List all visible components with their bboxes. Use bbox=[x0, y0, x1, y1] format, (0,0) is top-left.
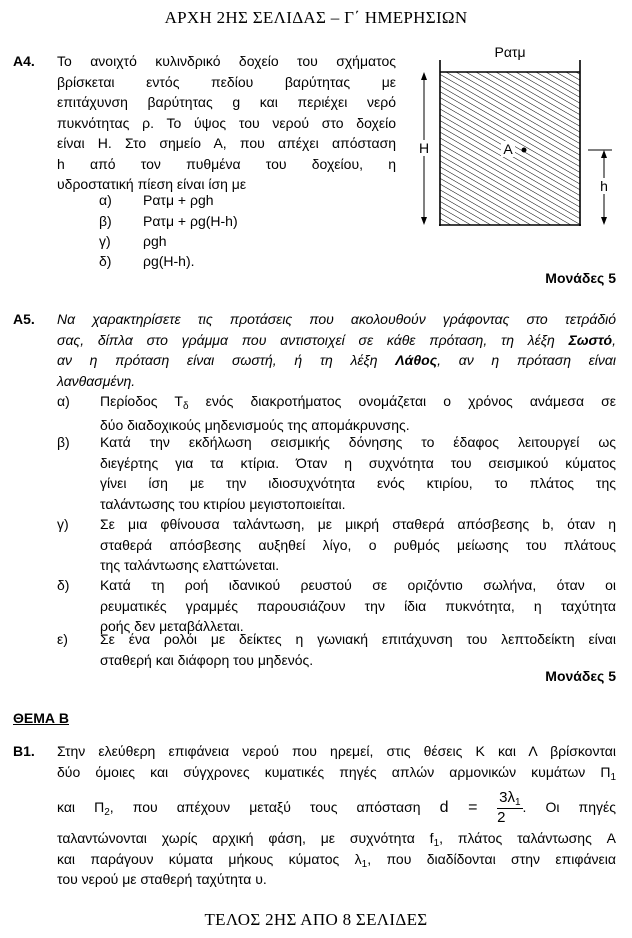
a5-item-line: Κατά τη ροή ιδανικού ρευστού σε οριζόντιο σωλήνα, όταν οι bbox=[100, 577, 616, 593]
a5-item-line bbox=[100, 391, 616, 415]
a4-line: βρίσκεται εντός πεδίου βαρύτητας με bbox=[57, 73, 396, 90]
page-header: ΑΡΧΗ 2ΗΣ ΣΕΛΙΔΑΣ – Γ΄ ΗΜΕΡΗΣΙΩΝ bbox=[164, 8, 468, 27]
h-label: h bbox=[600, 178, 608, 194]
arrow-head-icon bbox=[601, 150, 607, 158]
a5-item-line: ταλάντωσης του κτιρίου μεγιστοποιείται. bbox=[100, 495, 346, 512]
b1-subscript: 1 bbox=[361, 859, 368, 870]
a4-line: επιτάχυνση βαρύτητας g και περιέχει νερό bbox=[57, 94, 396, 110]
a5-intro-line bbox=[57, 350, 616, 371]
a5-item-line: Σε ένα ρολόι με δείκτες η γωνιακή επιτάχυνση του λεπτοδείκτη είναι bbox=[100, 631, 616, 647]
a5-item-line: διεγέρτης για τα κτίρια. Όταν η συχνότητα του σεισμικού κύματος bbox=[100, 454, 616, 471]
a5-item-d bbox=[100, 575, 616, 637]
a5-item-line: σταθερή και διάφορη του μηδενός. bbox=[100, 651, 314, 668]
period-subscript: δ bbox=[182, 401, 189, 412]
a5-item-e bbox=[100, 629, 616, 670]
a5-intro-text: αν η πρόταση είναι σωστή, ή τη λέξη bbox=[57, 352, 378, 368]
a5-item-letter: α) bbox=[57, 393, 70, 409]
question-a5-intro bbox=[57, 309, 616, 391]
a4-option-letter: δ) bbox=[99, 253, 112, 269]
formula-num-subscript: 1 bbox=[514, 797, 521, 809]
a4-option-text: ρgh bbox=[143, 233, 167, 249]
b1-line: Στην ελεύθερη επιφάνεια νερού που ηρεμεί, στις θέσεις Κ και Λ βρίσκονται bbox=[57, 743, 616, 759]
arrow-head-icon bbox=[421, 72, 427, 80]
a5-item-a bbox=[100, 391, 616, 435]
b1-text: δύο όμοιες και σύγχρονες κυματικές πηγές απλών αρμονικών κυμάτων Π bbox=[57, 764, 611, 780]
period-symbol: Τ bbox=[174, 393, 183, 409]
b1-subscript: 1 bbox=[433, 838, 440, 849]
a5-item-line: δύο διαδοχικούς μηδενισμούς της απομάκρυνσης. bbox=[100, 416, 410, 433]
page-footer: ΤΕΛΟΣ 2ΗΣ ΑΠΟ 8 ΣΕΛΙΔΕΣ bbox=[204, 910, 428, 929]
a5-item-line: ροής δεν μεταβάλλεται. bbox=[100, 618, 244, 634]
question-b1-label: Β1. bbox=[13, 743, 35, 759]
a5-item-b bbox=[100, 432, 616, 514]
question-a4-label: Α4. bbox=[13, 53, 35, 69]
a4-option-text: Pατμ + ρgh bbox=[143, 192, 214, 208]
b1-text: ταλαντώνονται χωρίς αρχική φάση, με συχνότητα f bbox=[57, 830, 434, 846]
theme-b-heading: ΘΕΜΑ Β bbox=[13, 710, 69, 726]
a5-item-line: Κατά την εκδήλωση σεισμικής δόνησης το έδαφος λειτουργεί ως bbox=[100, 434, 616, 450]
patm-label: Pατμ bbox=[494, 44, 526, 60]
a5-item-text: Περίοδος bbox=[100, 393, 158, 409]
b1-subscript: 1 bbox=[610, 772, 616, 783]
a5-item-letter: β) bbox=[57, 434, 70, 450]
container-figure bbox=[410, 40, 620, 232]
a5-item-letter: ε) bbox=[57, 631, 68, 647]
formula-numerator bbox=[497, 789, 522, 809]
a5-item-line: ρευματικές γραμμές παρουσιάζουν την ίδια πυκνότητα, η ταχύτητα bbox=[100, 597, 616, 614]
a4-option-letter: α) bbox=[99, 192, 112, 208]
b1-text: , πλάτος ταλάντωσης A bbox=[439, 830, 617, 846]
a5-item-line: γίνει ίση με την ιδιοσυχνότητα ενός κτιρίου, το πλάτος της bbox=[100, 475, 616, 491]
a5-marks: Μονάδες 5 bbox=[545, 668, 616, 684]
formula-denominator: 2 bbox=[497, 809, 506, 827]
arrow-head-icon bbox=[421, 217, 427, 225]
b1-text: και Π bbox=[57, 799, 105, 815]
b1-line: του νερού με σταθερή ταχύτητα υ. bbox=[57, 871, 267, 887]
a4-line: υδροστατική πίεση είναι ίση με bbox=[57, 176, 247, 192]
question-a5-label: Α5. bbox=[13, 311, 35, 327]
a5-item-line: σταθερά απόσβεσης αυξηθεί λίγο, ο ρυθμός μείωσης του πλάτους bbox=[100, 536, 616, 553]
b1-text: , που διαδίδονται στην επιφάνεια bbox=[367, 851, 616, 867]
b1-text: και παράγουν κύματα μήκους κύματος λ bbox=[57, 851, 362, 867]
a5-item-line: Σε μια φθίνουσα ταλάντωση, με μικρή σταθερά απόσβεσης b, όταν η bbox=[100, 516, 616, 532]
point-A-dot bbox=[522, 148, 527, 153]
word-wrong: Λάθος bbox=[395, 352, 438, 368]
a5-intro-tail: , αν η πρόταση είναι bbox=[437, 352, 617, 368]
b1-text: , που απέχουν μεταξύ τους απόσταση bbox=[109, 799, 421, 815]
a5-intro-text: σας, δίπλα στο γράμμα που αντιστοιχεί σε κάθε πρόταση, τη λέξη bbox=[57, 331, 555, 348]
formula-lhs: d = bbox=[439, 799, 478, 816]
a4-option-letter: γ) bbox=[99, 233, 111, 249]
a5-intro-line: λανθασμένη. bbox=[57, 372, 136, 389]
b1-subscript: 2 bbox=[104, 807, 110, 818]
H-label: H bbox=[418, 140, 430, 156]
a4-line: h από τον πυθμένα του δοχείου, η bbox=[57, 155, 396, 172]
a4-option-letter: β) bbox=[99, 213, 112, 229]
a4-line: πυκνότητας ρ. Το ύψος του νερού στο δοχείο bbox=[57, 114, 396, 131]
a5-item-c bbox=[100, 514, 616, 576]
word-correct: Σωστό bbox=[568, 331, 613, 348]
a4-option-text: Pατμ + ρg(H-h) bbox=[143, 213, 238, 229]
a5-intro-line: Να χαρακτηρίσετε τις προτάσεις που ακολουθούν γράφοντας στο τετράδιό bbox=[57, 311, 616, 327]
b1-formula-line bbox=[57, 787, 616, 830]
a4-marks: Μονάδες 5 bbox=[545, 270, 616, 286]
formula-num-text: 3λ bbox=[499, 789, 515, 807]
a5-item-line: της ταλάντωσης ελαττώνεται. bbox=[100, 557, 280, 573]
a5-intro-line: σας, δίπλα στο γράμμα που αντιστοιχεί σε κάθε πρόταση, τη λέξη Σωστό, bbox=[57, 331, 616, 348]
a4-line: Το ανοιχτό κυλινδρικό δοχείο του σχήματος bbox=[57, 53, 396, 69]
b1-line bbox=[57, 828, 616, 852]
a4-option-text: ρg(H-h). bbox=[143, 253, 195, 269]
arrow-head-icon bbox=[601, 217, 607, 225]
a5-item-letter: γ) bbox=[57, 516, 69, 532]
a4-line: είναι H. Στο σημείο Α, που απέχει απόσταση bbox=[57, 135, 396, 151]
A-label: A bbox=[503, 141, 513, 157]
question-a4-text bbox=[57, 51, 396, 195]
formula-fraction bbox=[497, 789, 522, 826]
a5-item-letter: δ) bbox=[57, 577, 70, 593]
b1-text: . Οι πηγές bbox=[522, 799, 616, 815]
b1-line bbox=[57, 762, 616, 786]
a5-item-text: ενός διακροτήματος ονομάζεται ο χρόνος ανάμεσα σε bbox=[205, 393, 617, 409]
